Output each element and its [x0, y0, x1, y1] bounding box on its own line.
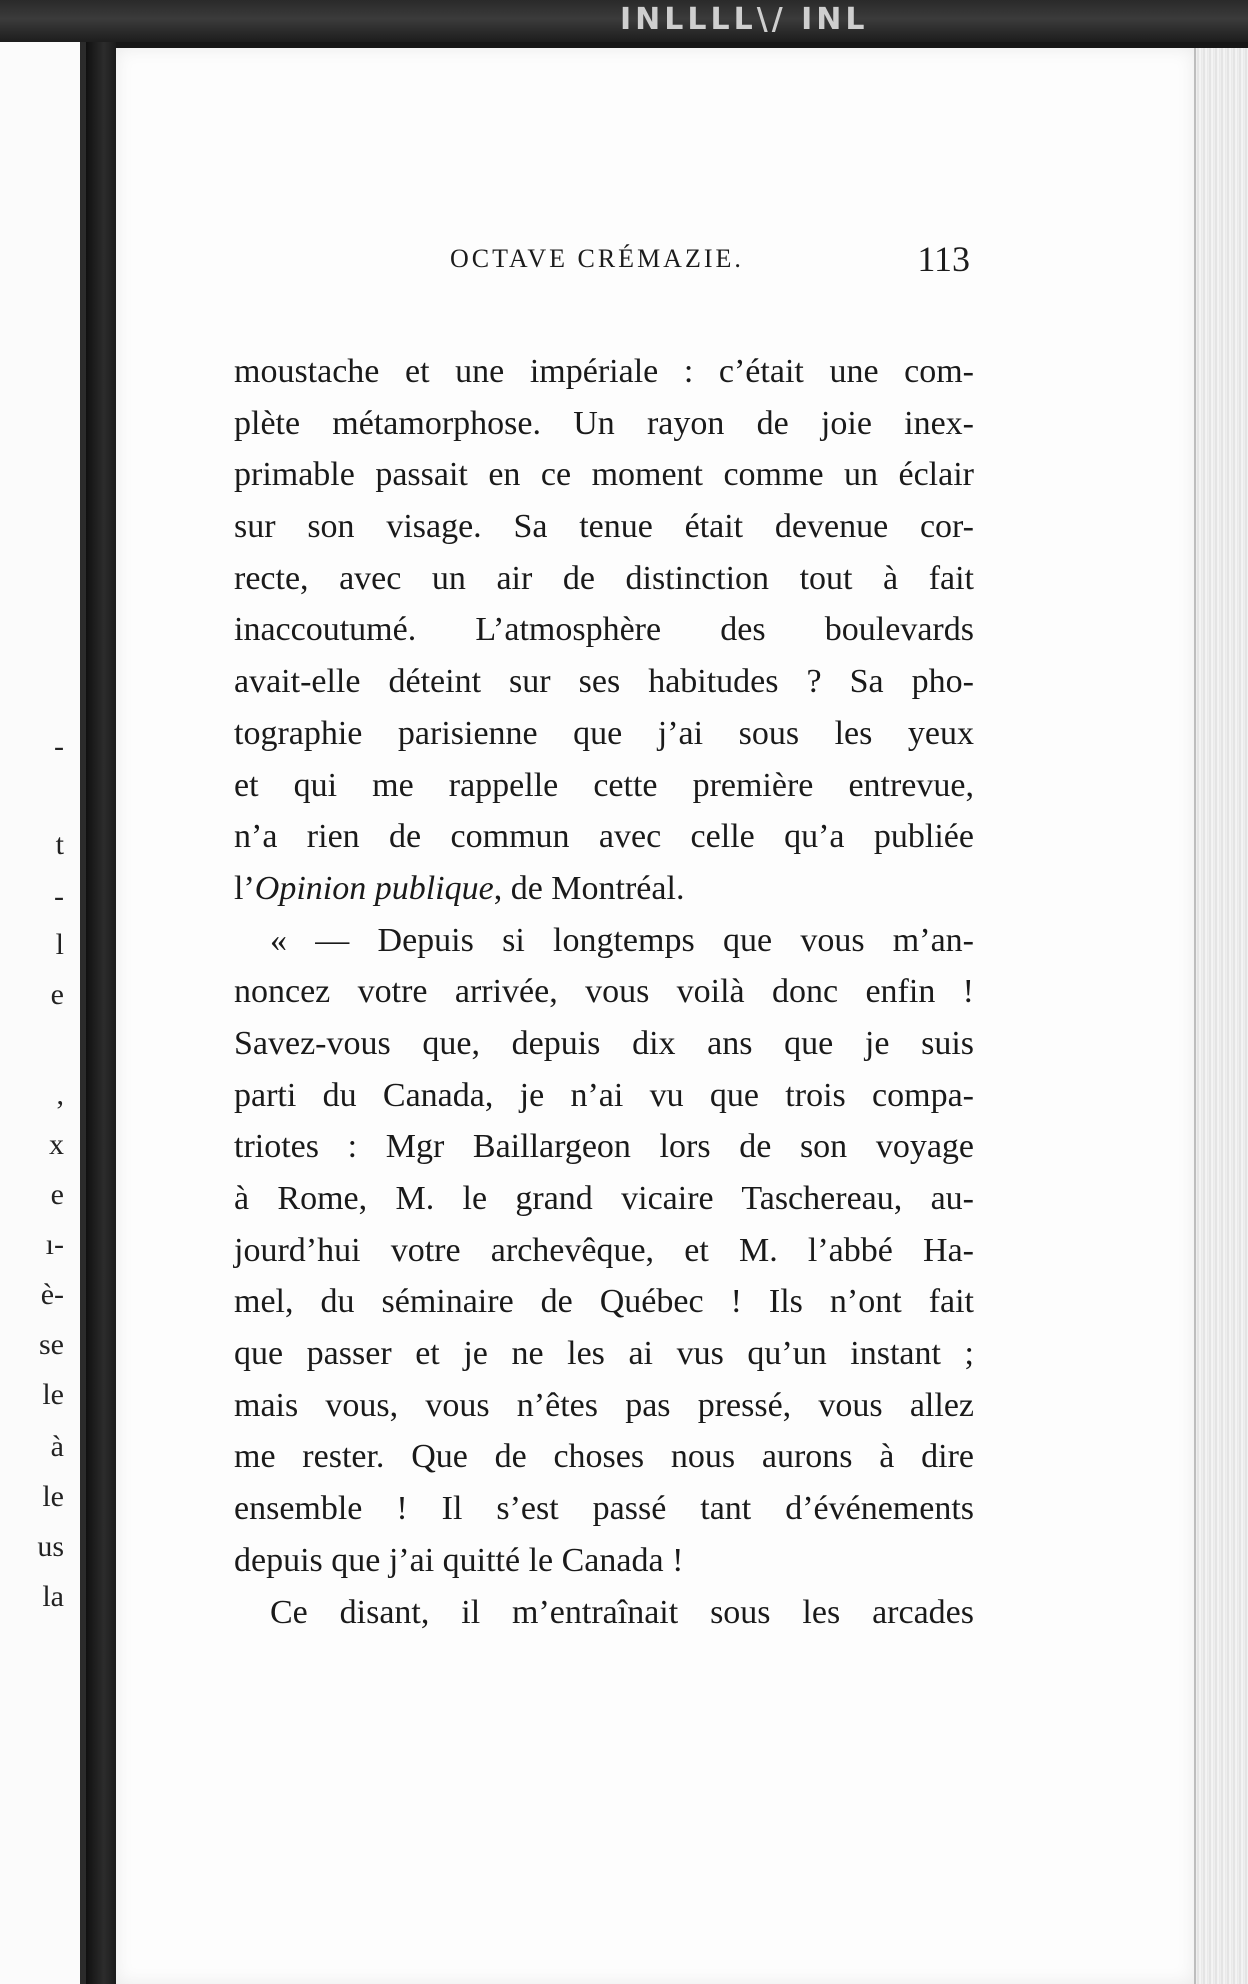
text-run: Ce disant, il m’entraînait sous les arcades — [270, 1593, 974, 1631]
left-page-fragment: ı- — [45, 1228, 64, 1261]
left-page-fragment: à — [50, 1430, 64, 1463]
text-run: et qui me rappelle cette première entrevue, — [234, 766, 974, 804]
text-run: mais vous, vous n’êtes pas pressé, vous allez — [234, 1386, 974, 1424]
text-run: primable passait en ce moment comme un éclair — [234, 456, 974, 494]
text-run: recte, avec un air de distinction tout à fait — [234, 559, 974, 597]
scan-top-strip — [0, 0, 1248, 42]
text-run: ensemble ! Il s’est passé tant d’événements — [234, 1490, 974, 1528]
text-run: parti du Canada, je n’ai vu que trois compa- — [234, 1076, 974, 1114]
text-line — [234, 398, 974, 450]
text-line — [234, 346, 974, 398]
text-line — [234, 1380, 974, 1432]
text-line — [234, 1328, 974, 1380]
left-page-fragment: e — [50, 978, 64, 1011]
left-page-fragment: la — [42, 1580, 64, 1613]
text-line — [234, 915, 974, 967]
left-facing-page — [0, 42, 86, 1984]
text-run: , de Montréal. — [493, 869, 685, 907]
text-run: n’a rien de commun avec celle qu’a publiée — [234, 818, 974, 856]
text-line — [234, 449, 974, 501]
left-page-fragment: è- — [40, 1278, 64, 1311]
left-page-fragment: - — [54, 880, 64, 913]
left-page-fragment: - — [54, 730, 64, 763]
text-run: moustache et une impériale : c’était une com- — [234, 353, 974, 390]
text-line — [234, 1483, 974, 1535]
left-page-fragment: e — [50, 1178, 64, 1211]
text-run: depuis que j’ai quitté le Canada ! — [234, 1541, 684, 1579]
left-page-fragment: , — [56, 1078, 64, 1111]
text-run: me rester. Que de choses nous aurons à dire — [234, 1438, 974, 1476]
text-line — [234, 656, 974, 708]
text-run: Savez-vous que, depuis dix ans que je suis — [234, 1024, 974, 1062]
text-line — [234, 863, 974, 915]
text-run: triotes : Mgr Baillargeon lors de son voyage — [234, 1128, 974, 1166]
page-number: 113 — [917, 239, 970, 279]
text-line — [234, 760, 974, 812]
text-line — [234, 1173, 974, 1225]
text-run: noncez votre arrivée, vous voilà donc enfin ! — [234, 973, 974, 1011]
text-line — [234, 553, 974, 605]
text-line — [234, 1070, 974, 1122]
text-run: l’ — [234, 869, 255, 907]
text-run: sur son visage. Sa tenue était devenue cor- — [234, 508, 974, 546]
running-head — [120, 238, 970, 288]
page-edge-stack — [1194, 48, 1248, 1984]
left-page-fragment: us — [37, 1530, 64, 1563]
italic-title: Opinion publique — [254, 869, 494, 907]
running-title: OCTAVE CRÉMAZIE. — [450, 244, 744, 273]
text-run: « — Depuis si longtemps que vous m’an- — [270, 921, 974, 959]
body-text — [234, 346, 974, 1638]
text-run: que passer et je ne les ai vus qu’un instant ; — [234, 1335, 974, 1373]
text-line — [234, 1225, 974, 1277]
text-run: tographie parisienne que j’ai sous les yeux — [234, 714, 974, 752]
text-line — [234, 604, 974, 656]
text-run: plète métamorphose. Un rayon de joie inex- — [234, 404, 974, 442]
text-run: jourd’hui votre archevêque, et M. l’abbé Ha- — [234, 1231, 974, 1269]
text-line — [234, 1431, 974, 1483]
text-line — [234, 1121, 974, 1173]
left-page-fragment: le — [42, 1378, 64, 1411]
text-line — [234, 1535, 974, 1587]
left-page-fragment: le — [42, 1480, 64, 1513]
top-strip-glyphs: INLLLL\/ INL — [620, 2, 869, 32]
text-run: avait-elle déteint sur ses habitudes ? Sa pho- — [234, 663, 974, 701]
left-page-fragment: x — [49, 1128, 64, 1161]
text-line — [234, 811, 974, 863]
left-page-fragment: se — [39, 1328, 64, 1361]
left-page-fragment: t — [55, 828, 64, 861]
text-line — [234, 1018, 974, 1070]
book-gutter — [86, 42, 116, 1984]
text-run: à Rome, M. le grand vicaire Taschereau, au- — [234, 1180, 974, 1217]
text-line — [234, 501, 974, 553]
text-run: mel, du séminaire de Québec ! Ils n’ont fait — [234, 1283, 974, 1321]
text-line — [234, 966, 974, 1018]
text-run: inaccoutumé. L’atmosphère des boulevards — [234, 611, 974, 649]
left-page-fragment: l — [55, 928, 64, 961]
text-line — [234, 708, 974, 760]
text-line — [234, 1276, 974, 1328]
text-line — [234, 1587, 974, 1639]
